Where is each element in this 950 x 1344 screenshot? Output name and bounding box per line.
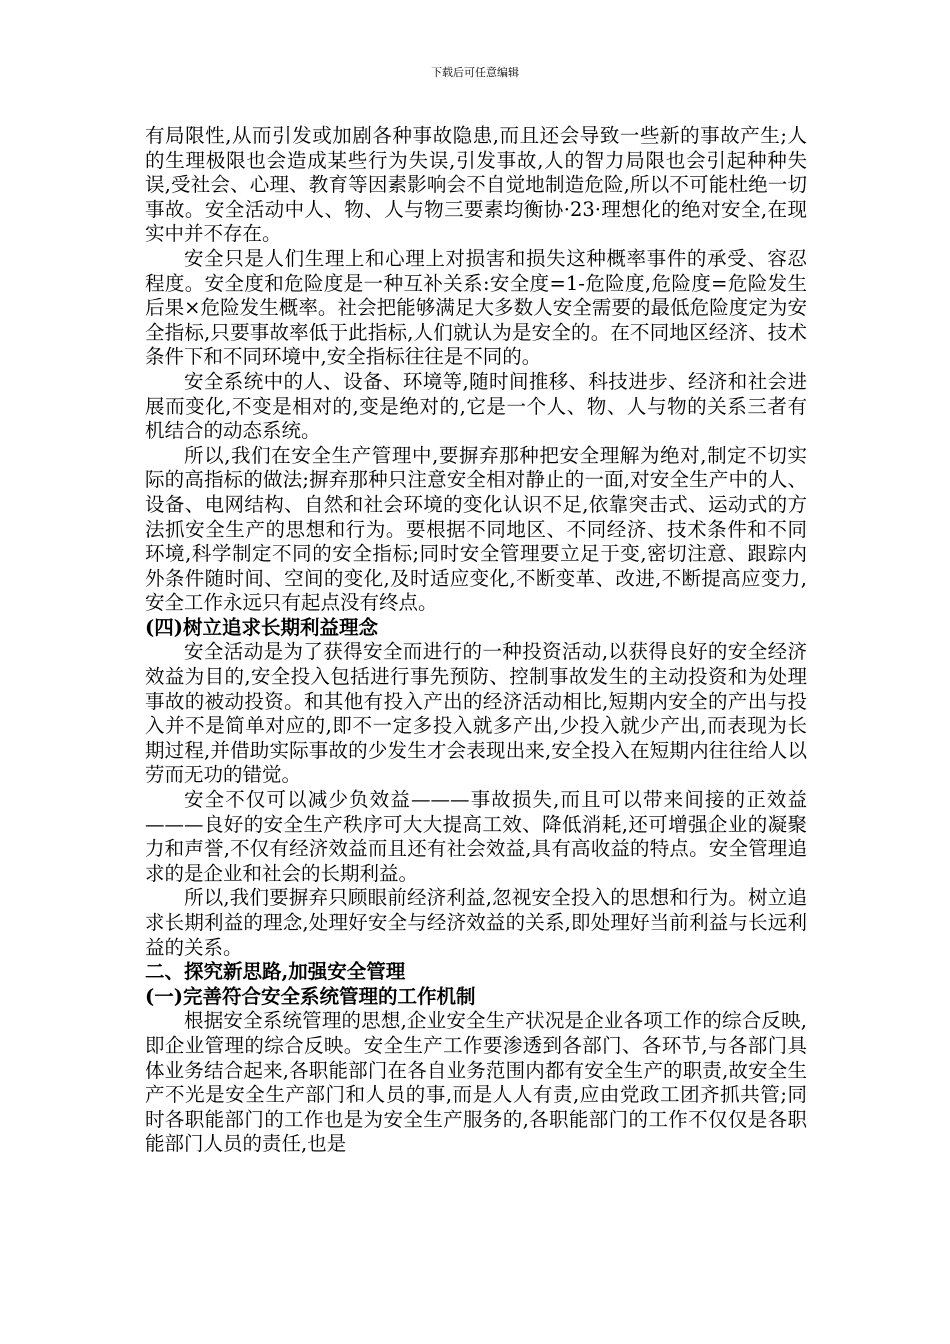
section-heading-1: (一)完善符合安全系统管理的工作机制: [145, 984, 476, 1008]
paragraph-8: 根据安全系统管理的思想,企业安全生产状况是企业各项工作的综合反映,即企业管理的综合反映。安全生产工作要渗透到各部门、各环节,与各部门具体业务结合起来,各职能部门在各自业务范围内都有安全生产的职责,故安全生产不光是安全生产部门和人员的事,而是人人有责,应由党政工团齐抓共管;同时各职能部门的工作也是为安全生产服务的,各职能部门的工作不仅仅是各职能部门人员的责任,也是: [145, 1009, 807, 1156]
paragraph-7: 所以,我们要摒弃只顾眼前经济利益,忽视安全投入的思想和行为。树立追求长期利益的理念,处理好安全与经济效益的关系,即处理好当前利益与长远利益的关系。: [145, 886, 807, 959]
paragraph-3: 安全系统中的人、设备、环境等,随时间推移、科技进步、经济和社会进展而变化,不变是相对的,变是绝对的,它是一个人、物、人与物的关系三者有机结合的动态系统。: [145, 369, 807, 443]
page-header-note: 下载后可任意编辑: [431, 66, 519, 79]
section-heading-4: (四)树立追求长期利益理念: [145, 615, 378, 639]
paragraph-1: 有局限性,从而引发或加剧各种事故隐患,而且还会导致一些新的事故产生;人的生理极限也会造成某些行为失误,引发事故,人的智力局限也会引起种种失误,受社会、心理、教育等因素影响会不自觉地制造危险,所以不可能杜绝一切事故。安全活动中人、物、人与物三要素均衡协·23·理想化的绝对安全,在现实中并不存在。: [145, 124, 807, 246]
paragraph-6: 安全不仅可以减少负效益———事故损失,而且可以带来间接的正效益———良好的安全生产秩序可大大提高工效、降低消耗,还可增强企业的凝聚力和声誉,不仅有经济效益而且还有社会效益,具有高收益的特点。安全管理追求的是企业和社会的长期利益。: [145, 788, 807, 885]
paragraph-5: 安全活动是为了获得安全而进行的一种投资活动,以获得良好的安全经济效益为目的,安全投入包括进行事先预防、控制事故发生的主动投资和为处理事故的被动投资。和其他有投入产出的经济活动相比,短期内安全的产出与投入并不是简单对应的,即不一定多投入就多产出,少投入就少产出,而表现为长期过程,并借助实际事故的少发生才会表现出来,安全投入在短期内往往给人以劳而无功的错觉。: [145, 640, 807, 787]
paragraph-2: 安全只是人们生理上和心理上对损害和损失这种概率事件的承受、容忍程度。安全度和危险度是一种互补关系:安全度=1-危险度,危险度=危险发生后果×危险发生概率。社会把能够满足大多数人安全需要的最低危险度定为安全指标,只要事故率低于此指标,人们就认为是安全的。在不同地区经济、技术条件下和不同环境中,安全指标往往是不同的。: [145, 246, 807, 369]
paragraph-4: 所以,我们在安全生产管理中,要摒弃那种把安全理解为绝对,制定不切实际的高指标的做法;摒弃那种只注意安全相对静止的一面,对安全生产中的人、设备、电网结构、自然和社会环境的变化认识不足,依靠突击式、运动式的方法抓安全生产的思想和行为。要根据不同地区、不同经济、技术条件和不同环境,科学制定不同的安全指标;同时安全管理要立足于变,密切注意、跟踪内外条件随时间、空间的变化,及时适应变化,不断变革、改进,不断提高应变力,安全工作永远只有起点没有终点。: [145, 443, 807, 615]
chapter-heading-2: 二、探究新思路,加强安全管理: [145, 960, 406, 984]
document-body: [145, 124, 807, 1157]
